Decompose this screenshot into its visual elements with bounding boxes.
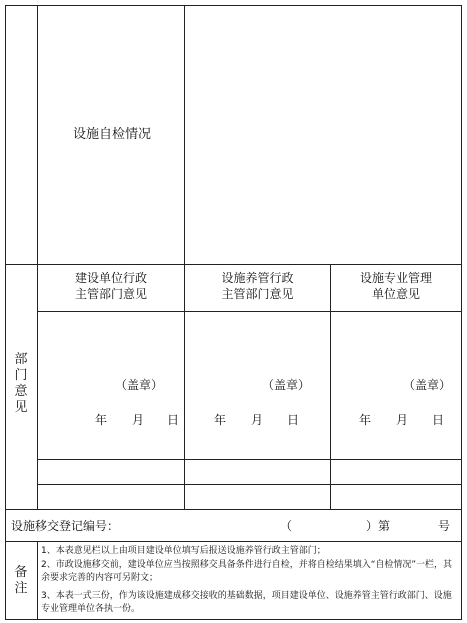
opinion-header-construction: 建设单位行政 主管部门意见 bbox=[74, 271, 147, 301]
frame-right bbox=[461, 5, 462, 620]
registration-bottom-line bbox=[5, 541, 462, 542]
seal-construction: （盖章） bbox=[115, 378, 164, 392]
date-month-maintenance: 月 bbox=[251, 413, 264, 427]
date-month-construction: 月 bbox=[132, 413, 145, 427]
date-day-construction: 日 bbox=[167, 413, 180, 427]
notes-label: 备 注 bbox=[14, 565, 28, 596]
opinion-body-bottom-line bbox=[37, 459, 462, 460]
opinion-header-management: 设施专业管理 单位意见 bbox=[359, 271, 432, 301]
note-item-3: 3、本表一式三份，作为该设施建成移交接收的基础数据，项目建设单位、设施养管主管行政部门、设施专业管理单位各执一份。 bbox=[41, 591, 452, 614]
notes-label-divider bbox=[37, 541, 38, 620]
note-item-2: 2、市政设施移交前，建设单位应当按照移交具备条件进行自检，并将自检结果填入“自检情况”一栏，其余要求完善的内容可另附文； bbox=[41, 560, 453, 583]
opinions-section-label: 部 门 意 见 bbox=[14, 352, 28, 415]
date-day-maintenance: 日 bbox=[287, 413, 300, 427]
extra-row-line-1 bbox=[37, 484, 462, 485]
self-check-divider bbox=[184, 5, 185, 264]
self-check-label: 设施自检情况 bbox=[73, 127, 152, 142]
date-year-management: 年 bbox=[359, 413, 372, 427]
frame-top bbox=[5, 5, 462, 6]
registration-number-suffix: 号 bbox=[438, 519, 451, 533]
registration-paren-open: （ bbox=[280, 519, 293, 533]
seal-maintenance: （盖章） bbox=[262, 378, 311, 392]
date-year-maintenance: 年 bbox=[214, 413, 227, 427]
note-item-1: 1、本表意见栏以上由项目建设单位填写后报送设施养管行政主管部门； bbox=[41, 546, 326, 556]
date-year-construction: 年 bbox=[95, 413, 108, 427]
opinion-header-maintenance: 设施养管行政 主管部门意见 bbox=[221, 271, 294, 301]
label-column-divider bbox=[37, 5, 38, 509]
self-check-bottom-line bbox=[5, 264, 462, 265]
frame-bottom bbox=[5, 619, 462, 620]
registration-paren-close: ）第 bbox=[366, 519, 391, 533]
seal-management: （盖章） bbox=[403, 378, 452, 392]
registration-label: 设施移交登记编号： bbox=[11, 519, 120, 533]
date-day-management: 日 bbox=[432, 413, 445, 427]
opinion-header-bottom-line bbox=[37, 311, 462, 312]
opinion-section-bottom-line bbox=[5, 509, 462, 510]
date-month-management: 月 bbox=[396, 413, 409, 427]
frame-left bbox=[5, 5, 6, 620]
